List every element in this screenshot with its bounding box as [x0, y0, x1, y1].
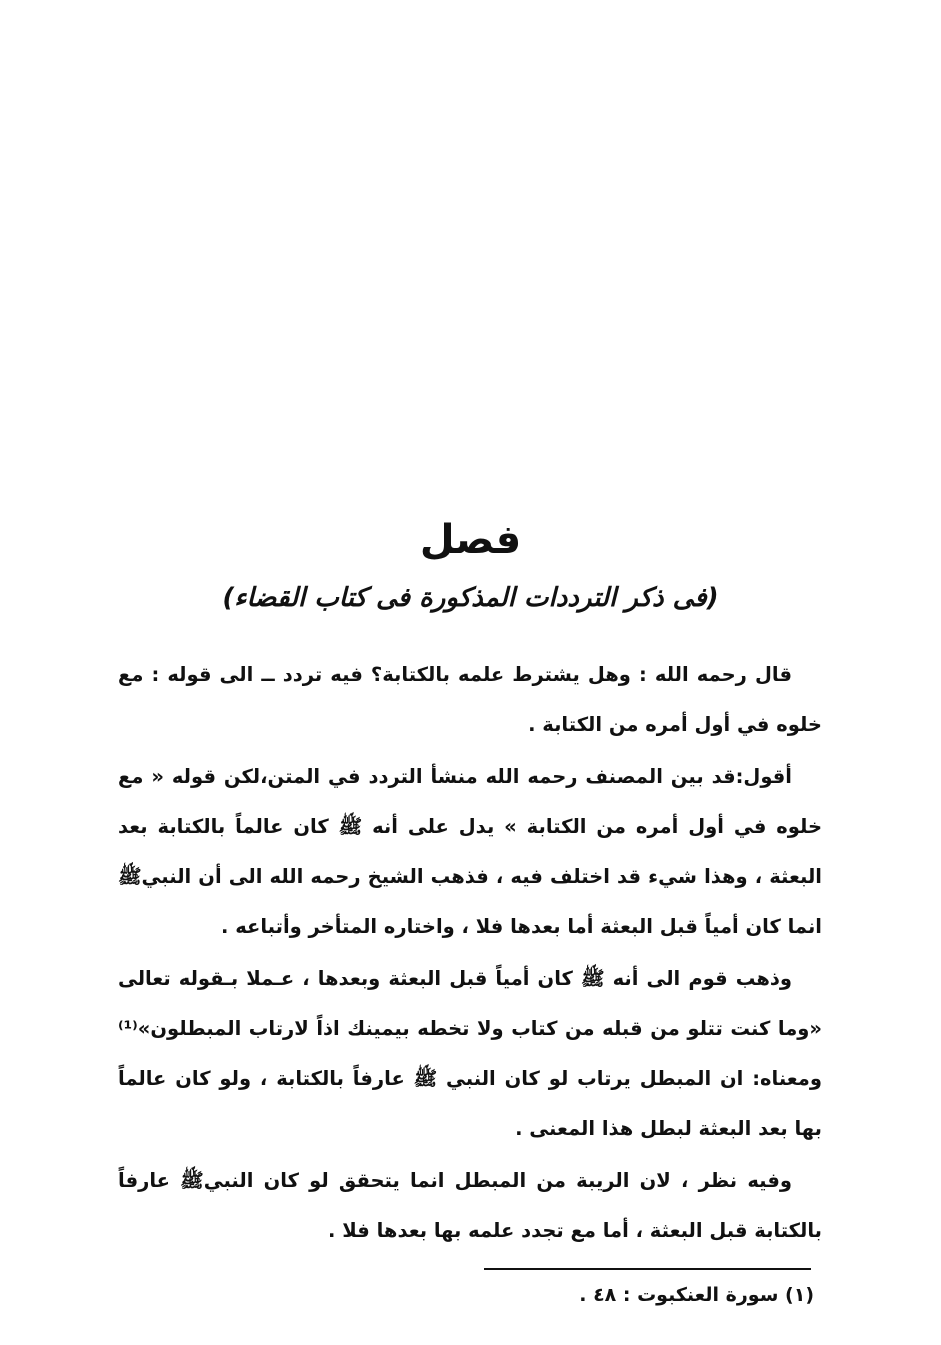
footnote: (١) سورة العنكبوت : ٤٨ . [579, 1284, 814, 1306]
chapter-subtitle: (فى ذكر الترددات المذكورة فى كتاب القضاء) [222, 583, 719, 613]
body-text [118, 650, 822, 1258]
paragraph-3: وذهب قوم الى أنه ﷺ كان أمياً قبل البعثة وبعدها ، عـملا بـقوله تعالى «وما كنت تتلو من قبله من كتاب ولا تخطه بيمينك اذاً لارتاب المبطلون»⁽¹⁾ومعناه: ان المبطل يرتاب لو كان النبي ﷺ عارفاً بالكتابة ، ولو كان عالماً بها بعد البعثة لبطل هذا المعنى . [118, 967, 822, 1140]
footnote-divider [484, 1268, 811, 1270]
chapter-title: فصل [419, 517, 522, 563]
paragraph-2: أقول:قد بين المصنف رحمه الله منشأ التردد في المتن،لكن قوله « مع خلوه في أول أمره من الكتابة » يدل على أنه ﷺ كان عالماً بالكتابة بعد البعثة ، وهذا شيء قد اختلف فيه ، فذهب الشيخ رحمه الله الى أن النبيﷺ انما كان أمياً قبل البعثة أما بعدها فلا ، واختاره المتأخر وأتباعه . [118, 765, 822, 938]
paragraph-1: قال رحمه الله : وهل يشترط علمه بالكتابة؟ فيه تردد ــ الى قوله : مع خلوه في أول أمره من الكتابة . [118, 663, 822, 736]
paragraph-4: وفيه نظر ، لان الريبة من المبطل انما يتحقق لو كان النبيﷺ عارفاً بالكتابة قبل البعثة ، أما مع تجدد علمه بها بعدها فلا . [118, 1169, 822, 1242]
